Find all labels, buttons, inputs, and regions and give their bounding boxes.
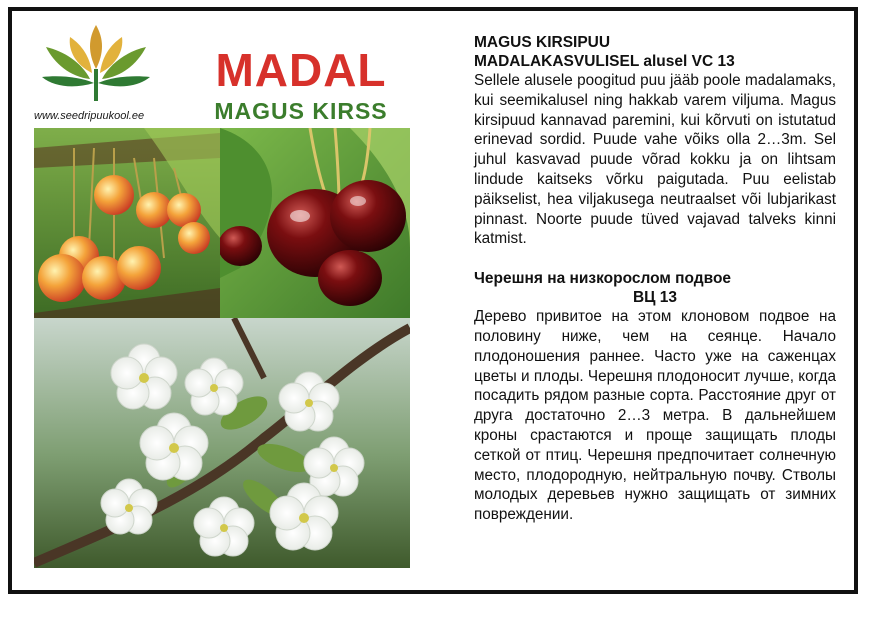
description-text: [474, 33, 836, 525]
russian-heading-line2: ВЦ 13: [632, 289, 678, 307]
brand-subtitle: MAGUS KIRSS: [214, 98, 388, 124]
brand-title: MADAL: [215, 44, 387, 96]
leaf-logo-icon: [36, 13, 156, 103]
estonian-heading-line2: MADALAKASVULISEL alusel VC 13: [474, 53, 735, 70]
estonian-body: Sellele alusele poogitud puu jääb poole madalamaks, kui seemikalusel ning hakkab varem viljuma. Magus kirsipuud kannavad paremini, kui kõrvuti on istutatud erinevad sordid. Puude vahe võiks olla 2…3m. Sel juhul kasvavad puude võrad kokku ja on lihtsam lindude kaitseks võrku paigutada. Puu eelistab päikselist, hea viljakusega neutraalset või lubjarikast pinnast. Noorte puude tüved vajavad talveks kinni katmist.: [474, 72, 836, 248]
yellow-red-cherries-photo: [34, 128, 220, 318]
russian-body: Дерево привитое на этом клоновом подвое на половину ниже, чем на сеянце. Начало плодоношения раннее. Часто уже на саженцах цветы и плоды. Черешня плодоносит лучше, когда посадить рядом разные сорта. Расстояние друг от друга достаточно 2…3 метра. В дальнейшем кроны срастаются и проще защищать плоды сеткой от птиц. Черешня предпочитает солнечную место, плодородную, нейтральную почву. Стволы молодых деревьев нужно защищать от зимних повреждении.: [474, 308, 836, 524]
dark-red-cherries-photo: [220, 128, 410, 318]
white-cherry-blossom-photo: [34, 318, 410, 568]
russian-heading-line1: Черешня на низкорослом подвое: [474, 270, 732, 288]
website-url: www.seedripuukool.ee: [34, 110, 145, 122]
estonian-heading-line1: MAGUS KIRSIPUU: [474, 34, 611, 51]
